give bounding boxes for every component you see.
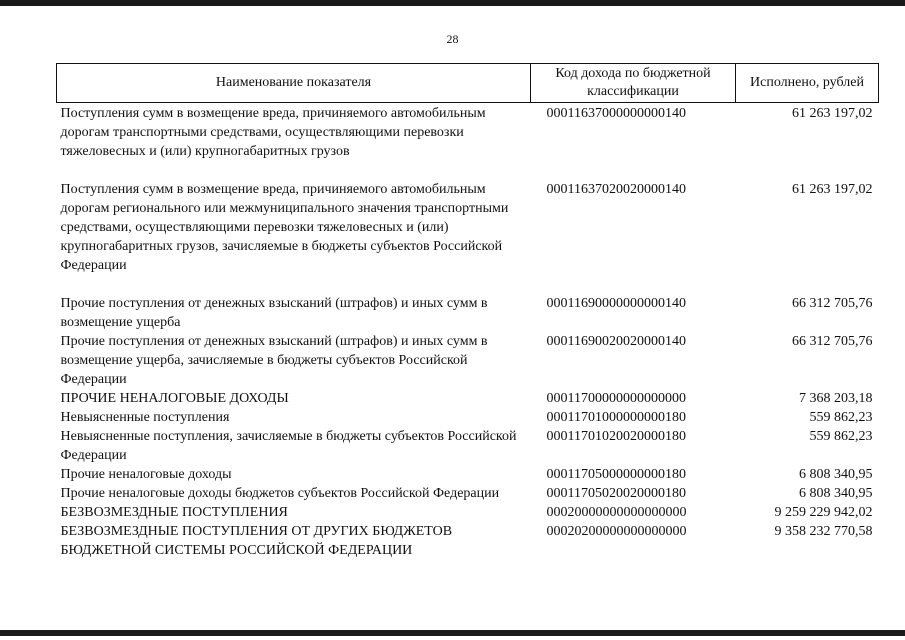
row-code: 00020200000000000000: [546, 524, 687, 539]
row-code: 00011701020020000180: [546, 429, 686, 444]
row-amount: 7 368 203,18: [799, 391, 873, 406]
row-amount: 61 263 197,02: [792, 182, 873, 197]
table-row: [57, 484, 879, 503]
header-name: Наименование показателя: [57, 64, 531, 103]
scan-edge-top: [0, 0, 905, 6]
row-code: 00020000000000000000: [546, 505, 687, 520]
row-code: 00011701000000000180: [546, 410, 686, 425]
row-code: 00011690000000000140: [546, 296, 686, 311]
table-row: [57, 389, 879, 408]
row-name: Прочие неналоговые доходы: [60, 467, 232, 482]
row-code: 00011637020020000140: [546, 182, 686, 197]
row-amount: 66 312 705,76: [792, 334, 873, 349]
row-amount: 6 808 340,95: [799, 467, 873, 482]
table-row: [57, 332, 879, 389]
row-name: БЕЗВОЗМЕЗДНЫЕ ПОСТУПЛЕНИЯ: [60, 505, 288, 520]
row-name: Невыясненные поступления: [60, 410, 230, 425]
header-amount: Исполнено, рублей: [736, 64, 879, 103]
row-name: Прочие неналоговые доходы бюджетов субъектов Российской Федерации: [60, 486, 500, 501]
row-name: Прочие поступления от денежных взысканий (штрафов) и иных сумм в возмещение ущерба: [60, 296, 488, 330]
table-row: [57, 103, 879, 181]
header-code: Код дохода по бюджетной классификации: [531, 64, 736, 103]
row-amount: 9 259 229 942,02: [774, 505, 873, 520]
row-code: 00011637000000000140: [546, 106, 686, 121]
row-name: Поступления сумм в возмещение вреда, причиняемого автомобильным дорогам транспортными средствами, осуществляющими перевозки тяжеловесных и (или) крупногабаритных грузов: [60, 106, 486, 159]
row-name: Прочие поступления от денежных взысканий (штрафов) и иных сумм в возмещение ущерба, зачисляемые в бюджеты субъектов Российской Федерации: [60, 334, 488, 387]
scan-edge-bottom: [0, 630, 905, 636]
row-name: Невыясненные поступления, зачисляемые в бюджеты субъектов Российской Федерации: [60, 429, 517, 463]
page-number: 28: [446, 32, 459, 46]
budget-revenue-table: [56, 63, 879, 560]
row-code: 00011690020020000140: [546, 334, 686, 349]
table-row: [57, 408, 879, 427]
row-amount: 61 263 197,02: [792, 106, 873, 121]
row-amount: 9 358 232 770,58: [774, 524, 873, 539]
row-code: 00011700000000000000: [546, 391, 686, 406]
row-amount: 6 808 340,95: [799, 486, 873, 501]
table-row: [57, 503, 879, 522]
row-amount: 66 312 705,76: [792, 296, 873, 311]
row-name: БЕЗВОЗМЕЗДНЫЕ ПОСТУПЛЕНИЯ ОТ ДРУГИХ БЮДЖЕТОВ БЮДЖЕТНОЙ СИСТЕМЫ РОССИЙСКОЙ ФЕДЕРАЦИИ: [60, 524, 453, 558]
table-row: [57, 294, 879, 332]
table-row: [57, 522, 879, 560]
table-row: [57, 427, 879, 465]
table-row: [57, 465, 879, 484]
row-name: ПРОЧИЕ НЕНАЛОГОВЫЕ ДОХОДЫ: [60, 391, 289, 406]
row-code: 00011705000000000180: [546, 467, 686, 482]
row-amount: 559 862,23: [809, 410, 873, 425]
table-header-row: [57, 64, 879, 103]
row-code: 00011705020020000180: [546, 486, 686, 501]
table-row: [57, 180, 879, 294]
row-amount: 559 862,23: [809, 429, 873, 444]
row-name: Поступления сумм в возмещение вреда, причиняемого автомобильным дорогам регионального или межмуниципального значения транспортными средствами, осуществляющими перевозки тяжеловесных и (или) крупногабаритных грузов, зачисляемые в бюджеты субъектов Российской Федерации: [60, 182, 509, 273]
